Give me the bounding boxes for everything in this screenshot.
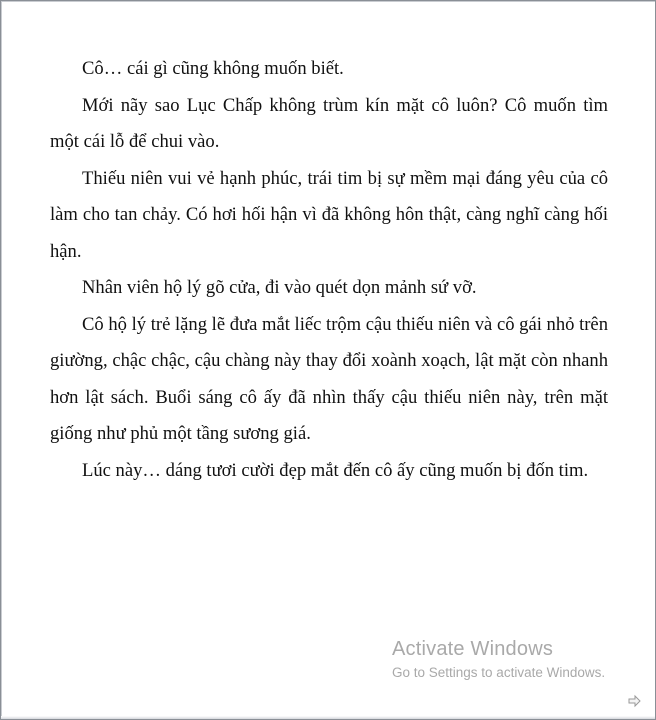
watermark-subtitle: Go to Settings to activate Windows. (392, 665, 606, 680)
document-body (50, 51, 608, 489)
activate-windows-watermark (392, 636, 605, 682)
paragraph: Thiếu niên vui vẻ hạnh phúc, trái tim bị sự mềm mại đáng yêu của cô làm cho tan chảy. Có hơi hối hận vì đã không hôn thật, càng nghĩ càng hối hận. (50, 167, 608, 262)
paragraph: Cô… cái gì cũng không muốn biết. (82, 58, 344, 79)
arrow-right-icon (628, 694, 642, 708)
watermark-title: Activate Windows (392, 638, 554, 660)
paragraph: Cô hộ lý trẻ lặng lẽ đưa mắt liếc trộm cậu thiếu niên và cô gái nhỏ trên giường, chậc chậc, cậu chàng này thay đổi xoành xoạch, lật mặt còn nhanh hơn lật sách. Buổi sáng cô ấy đã nhìn thấy cậu thiếu niên này, trên mặt giống như phủ một tầng sương giá. (50, 313, 608, 444)
paragraph: Mới nãy sao Lục Chấp không trùm kín mặt cô luôn? Cô muốn tìm một cái lỗ để chui vào. (50, 94, 608, 152)
paragraph: Nhân viên hộ lý gõ cửa, đi vào quét dọn mảnh sứ vỡ. (82, 277, 477, 298)
page-bottom-edge (1, 716, 655, 719)
paragraph: Lúc này… dáng tươi cười đẹp mắt đến cô ấy cũng muốn bị đốn tim. (82, 459, 589, 481)
